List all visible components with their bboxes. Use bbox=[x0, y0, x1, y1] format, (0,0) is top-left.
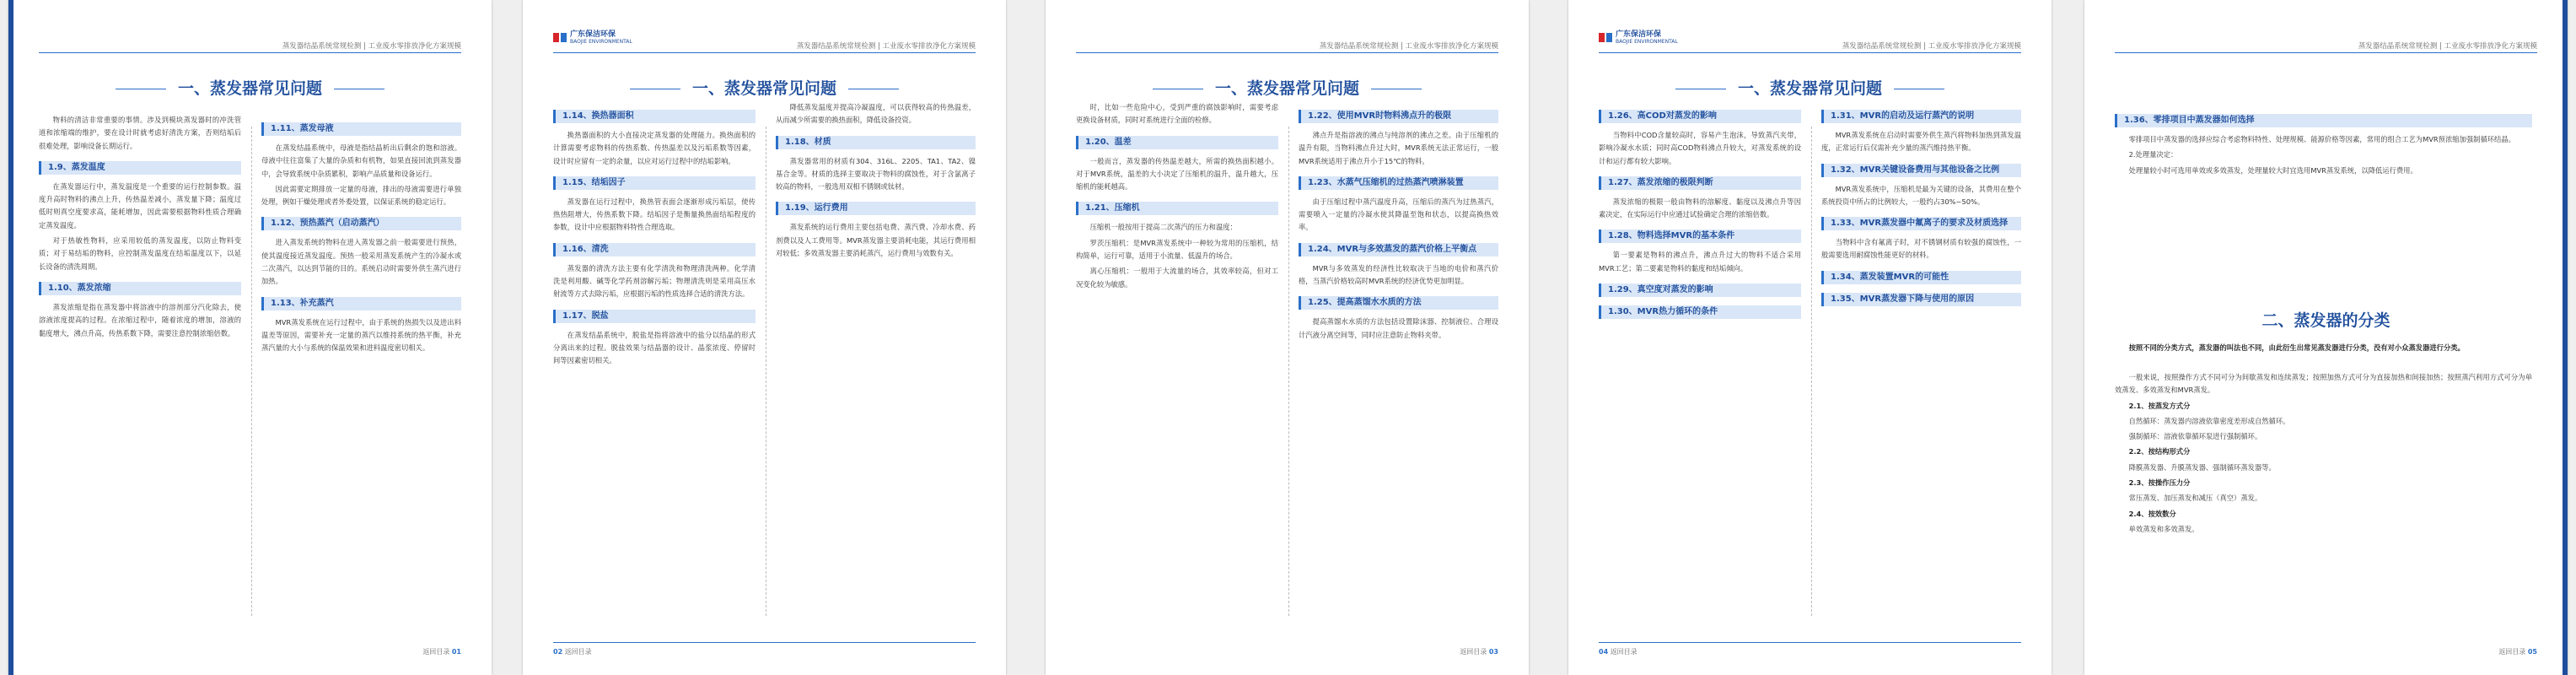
brand-logo: 广东保洁环保 BAOJIE ENVIRONMENTAL bbox=[553, 30, 632, 45]
page-edge-bar bbox=[2563, 0, 2568, 675]
subsection-heading: 1.34、蒸发装置MVR的可能性 bbox=[1821, 271, 2021, 284]
text-column-left bbox=[39, 114, 241, 343]
paragraph: 常压蒸发、加压蒸发和减压（真空）蒸发。 bbox=[2128, 494, 2262, 503]
paragraph: 处理量较小时可选用单效或多效蒸发，处理量较大时宜选用MVR蒸发系统，以降低运行费用。 bbox=[2128, 165, 2417, 175]
page-number: 05 bbox=[2527, 648, 2537, 656]
page-footer[interactable] bbox=[1599, 647, 1638, 656]
column-divider bbox=[1288, 127, 1289, 616]
section2-intro: 按照不同的分类方式，蒸发器的叫法也不同，由此衍生出常见蒸发器进行分类，没有对小众蒸发器进行分类。 bbox=[2128, 343, 2465, 352]
paragraph: 蒸发器在运行过程中，换热管表面会逐渐形成污垢层，使传热热阻增大，传热系数下降。结垢因子是衡量换热面结垢程度的参数，设计中应根据物料特性合理选取。 bbox=[553, 197, 756, 232]
paragraph: 蒸发系统的运行费用主要包括电费、蒸汽费、冷却水费、药剂费以及人工费用等。MVR蒸发器主要消耗电能，其运行费用相对较低；多效蒸发器主要消耗蒸汽，运行费用与效数有关。 bbox=[776, 223, 976, 258]
subsection-heading: 1.12、预热蒸汽（启动蒸汽） bbox=[261, 217, 461, 230]
subsection-heading: 1.29、真空度对蒸发的影响 bbox=[1599, 284, 1801, 297]
text-column-left bbox=[553, 101, 756, 370]
paragraph: MVR蒸发系统在启动时需要外供生蒸汽将物料加热到蒸发温度，正常运行后仅需补充少量的蒸汽维持热平衡。 bbox=[1821, 131, 2021, 153]
text-column-right bbox=[776, 101, 976, 262]
text-column-right bbox=[261, 114, 461, 358]
subsection-heading: 1.11、蒸发母液 bbox=[261, 122, 461, 136]
subsection-heading: 1.20、温差 bbox=[1076, 136, 1278, 149]
header-rule bbox=[39, 52, 461, 53]
subsection-heading: 1.25、提高蒸馏水水质的方法 bbox=[1299, 296, 1498, 310]
subsection-heading: 1.18、材质 bbox=[776, 136, 976, 149]
page-header-text: 蒸发器结晶系统常规检测 | 工业废水零排放净化方案规模 bbox=[1842, 42, 2021, 51]
page-number: 03 bbox=[1488, 648, 1498, 656]
paragraph: 蒸发器的清洗方法主要有化学清洗和物理清洗两种。化学清洗是利用酸、碱等化学药剂溶解污垢；物理清洗则是采用高压水射流等方式去除污垢，应根据污垢的性质选择合适的清洗方法。 bbox=[553, 263, 756, 299]
paragraph: 离心压缩机：一般用于大流量的场合，其效率较高，但对工况变化较为敏感。 bbox=[1076, 267, 1278, 289]
text-column-left bbox=[1599, 101, 1801, 325]
page-number: 02 bbox=[553, 648, 563, 656]
text-column-left bbox=[1076, 101, 1278, 294]
subsection-heading: 1.35、MVR蒸发器下降与使用的原因 bbox=[1821, 293, 2021, 306]
paragraph: 提高蒸馏水水质的方法包括设置除沫器、控制液位、合理设计汽液分离空间等，同时应注意防止物料夹带。 bbox=[1299, 317, 1498, 339]
subsection-heading: 1.33、MVR蒸发器中氟离子的要求及材质选择 bbox=[1821, 217, 2021, 230]
subsection-heading: 1.17、脱盐 bbox=[553, 310, 756, 323]
page-footer[interactable] bbox=[553, 647, 592, 656]
paragraph: MVR蒸发系统在运行过程中，由于系统的热损失以及进出料温差等原因，需要补充一定量的蒸汽以维持系统的热平衡，补充蒸汽量的大小与系统的保温效果和进料温度密切相关。 bbox=[261, 317, 461, 353]
subsection-heading: 1.27、蒸发浓缩的极限判断 bbox=[1599, 176, 1801, 190]
paragraph: MVR与多效蒸发的经济性比较取决于当地的电价和蒸汽价格，当蒸汽价格较高时MVR系统的经济优势更加明显。 bbox=[1299, 263, 1498, 286]
paragraph: 单效蒸发和多效蒸发。 bbox=[2128, 524, 2199, 533]
paragraph: 罗茨压缩机：是MVR蒸发系统中一种较为常用的压缩机，结构简单，运行可靠，适用于小流量、低温升的场合。 bbox=[1076, 238, 1278, 261]
paragraph: 蒸发浓缩的极限一般由物料的溶解度、黏度以及沸点升等因素决定，在实际运行中应通过试验确定合理的浓缩倍数。 bbox=[1599, 197, 1801, 219]
column-divider bbox=[1811, 127, 1812, 616]
subsection-heading: 1.15、结垢因子 bbox=[553, 176, 756, 190]
document-page-5 bbox=[2084, 0, 2568, 675]
back-to-toc-link[interactable]: 返回目录 bbox=[2498, 648, 2526, 656]
page-header-text: 蒸发器结晶系统常规检测 | 工业废水零排放净化方案规模 bbox=[796, 42, 976, 51]
page-edge-bar bbox=[8, 0, 13, 675]
subsection-heading: 2.3、按操作压力分 bbox=[2128, 478, 2191, 488]
section-title: 一、蒸发器常见问题 bbox=[1568, 76, 2052, 99]
subsection-heading: 1.16、清洗 bbox=[553, 243, 756, 256]
subsection-heading: 1.30、MVR热力循环的条件 bbox=[1599, 305, 1801, 319]
section-title: 一、蒸发器常见问题 bbox=[523, 76, 1006, 99]
subsection-heading: 1.32、MVR关键设备费用与其他设备之比例 bbox=[1821, 164, 2021, 177]
paragraph: 一般而言，蒸发器的传热温差越大，所需的换热面积越小。对于MVR系统，温差的大小决定了压缩机的温升，温升越大，压缩机的能耗越高。 bbox=[1076, 156, 1278, 192]
subsection-heading: 2.2、按结构形式分 bbox=[2128, 447, 2191, 456]
back-to-toc-link[interactable]: 返回目录 bbox=[422, 648, 450, 656]
section-title: 一、蒸发器常见问题 bbox=[1046, 76, 1529, 99]
logo-icon bbox=[553, 33, 567, 42]
paragraph: 压缩机一般按用于提高二次蒸汽的压力和温度： bbox=[1089, 223, 1237, 232]
header-rule bbox=[1076, 52, 1498, 53]
logo-icon bbox=[1599, 33, 1612, 42]
section2-body bbox=[2115, 371, 2532, 538]
paragraph: 沸点升是指溶液的沸点与纯溶剂的沸点之差。由于压缩机的温升有限，当物料沸点升过大时，MVR系统无法正常运行，一般MVR系统适用于沸点升小于15℃的物料。 bbox=[1299, 131, 1498, 165]
paragraph: 强制循环：溶液依靠循环泵进行强制循环。 bbox=[2128, 432, 2262, 441]
section-title-2: 二、蒸发器的分类 bbox=[2261, 311, 2390, 330]
subsection-heading: 1.9、蒸发温度 bbox=[39, 161, 241, 175]
paragraph: 在蒸发结晶系统中，脱盐是指将溶液中的盐分以结晶的形式分离出来的过程。脱盐效果与结晶器的设计、晶浆浓度、停留时间等因素密切相关。 bbox=[553, 330, 756, 365]
subsection-heading: 1.24、MVR与多效蒸发的蒸汽价格上平衡点 bbox=[1299, 243, 1498, 256]
subsection-heading: 2.1、按蒸发方式分 bbox=[2128, 401, 2191, 410]
paragraph: MVR蒸发系统中，压缩机是最为关键的设备，其费用在整个系统投资中所占的比例较大，一般约占30%~50%。 bbox=[1821, 184, 2021, 206]
paragraph: 因此需要定期排放一定量的母液，排出的母液需要进行单独处理，例如干燥处理或者外委处置，以保证系统的稳定运行。 bbox=[261, 184, 461, 207]
footer-rule bbox=[553, 642, 976, 643]
back-to-toc-link[interactable]: 返回目录 bbox=[564, 648, 592, 656]
header-rule bbox=[2115, 52, 2537, 53]
text-column-right bbox=[1821, 101, 2021, 312]
page-header-text: 蒸发器结晶系统常规检测 | 工业废水零排放净化方案规模 bbox=[282, 42, 461, 51]
page-header-text: 蒸发器结晶系统常规检测 | 工业废水零排放净化方案规模 bbox=[2358, 42, 2537, 51]
paragraph: 对于热敏性物料，应采用较低的蒸发温度，以防止物料变质；对于易结垢的物料，应控制蒸发温度在结垢温度以下，以延长设备的清洗周期。 bbox=[39, 236, 241, 271]
back-to-toc-link[interactable]: 返回目录 bbox=[1610, 648, 1638, 656]
paragraph: 第一要素是物料的沸点升，沸点升过大的物料不适合采用MVR工艺；第二要素是物料的黏度和结垢倾向。 bbox=[1599, 251, 1801, 273]
paragraph: 在蒸发器运行中，蒸发温度是一个重要的运行控制参数。温度升高时物料的沸点上升，传热温差减小，蒸发量下降；温度过低时则真空度要求高，能耗增加，因此需要根据物料性质合理确定蒸发温度。 bbox=[39, 181, 241, 230]
text-column-right bbox=[1299, 101, 1498, 344]
subsection-heading: 1.19、运行费用 bbox=[776, 202, 976, 215]
paragraph: 当物料中COD含量较高时，容易产生泡沫，导致蒸汽夹带，影响冷凝水水质；同时高COD物料沸点升较大，对蒸发系统的设计和运行都有较大影响。 bbox=[1599, 131, 1801, 165]
subsection-heading: 1.10、蒸发浓缩 bbox=[39, 282, 241, 295]
section-title: 一、蒸发器常见问题 bbox=[8, 76, 492, 99]
page-footer[interactable] bbox=[422, 647, 461, 656]
paragraph: 自然循环：蒸发器内溶液依靠密度差形成自然循环。 bbox=[2128, 416, 2290, 425]
column-divider bbox=[251, 127, 252, 616]
subsection-heading: 1.21、压缩机 bbox=[1076, 202, 1278, 215]
paragraph: 进入蒸发系统的物料在进入蒸发器之前一般需要进行预热，使其温度接近蒸发温度。预热一般采用蒸发系统产生的冷凝水或二次蒸汽，以达到节能的目的。系统启动时需要外供生蒸汽进行加热。 bbox=[261, 238, 461, 286]
subsection-heading: 1.36、零排项目中蒸发器如何选择 bbox=[2115, 114, 2532, 127]
header-rule bbox=[553, 52, 976, 53]
brand-logo: 广东保洁环保 BAOJIE ENVIRONMENTAL bbox=[1599, 30, 1678, 45]
paragraph: 蒸发浓缩是指在蒸发器中将溶液中的溶剂部分汽化除去，使溶液浓度提高的过程。在浓缩过程中，随着浓度的增加，溶液的黏度增大，沸点升高，传热系数下降，需要注意控制浓缩倍数。 bbox=[39, 302, 241, 338]
back-to-toc-link[interactable]: 返回目录 bbox=[1460, 648, 1487, 656]
paragraph: 零排项目中蒸发器的选择应综合考虑物料特性、处理规模、能源价格等因素，常用的组合工艺为MVR预浓缩加强制循环结晶。 bbox=[2128, 135, 2515, 143]
paragraph: 一般来说，按照操作方式不同可分为间歇蒸发和连续蒸发；按照加热方式可分为直接加热和间接加热；按照蒸汽利用方式可分为单效蒸发、多效蒸发和MVR蒸发。 bbox=[2115, 373, 2532, 395]
paragraph: 时，比如一些危险中心，受到严重的腐蚀影响时，需要考虑更换设备材质，同时对系统进行全面的检修。 bbox=[1076, 103, 1278, 125]
page-footer[interactable] bbox=[2498, 647, 2537, 656]
page-footer[interactable] bbox=[1460, 647, 1498, 656]
subsection-heading: 1.23、水蒸气压缩机的过热蒸汽喷淋装置 bbox=[1299, 176, 1498, 190]
paragraph: 换热器面积的大小直接决定蒸发器的处理能力。换热面积的计算需要考虑物料的传热系数、传热温差以及污垢系数等因素，设计时应留有一定的余量，以应对运行过程中的结垢影响。 bbox=[553, 131, 756, 165]
paragraph: 在蒸发结晶系统中，母液是指结晶析出后剩余的饱和溶液。母液中往往富集了大量的杂质和有机物，如果直接回流到蒸发器中，会导致系统中杂质累积，影响产品质量和设备运行。 bbox=[261, 143, 461, 178]
document-page-1 bbox=[8, 0, 492, 675]
paragraph: 由于压缩过程中蒸汽温度升高，压缩后的蒸汽为过热蒸汽，需要喷入一定量的冷凝水使其降温至饱和状态，以提高换热效率。 bbox=[1299, 197, 1498, 232]
subsection-heading: 1.13、补充蒸汽 bbox=[261, 297, 461, 310]
subsection-heading: 1.22、使用MVR时物料沸点升的极限 bbox=[1299, 110, 1498, 123]
subsection-heading: 1.28、物料选择MVR的基本条件 bbox=[1599, 230, 1801, 243]
page-header-text: 蒸发器结晶系统常规检测 | 工业废水零排放净化方案规模 bbox=[1319, 42, 1498, 51]
subsection-heading: 1.31、MVR的启动及运行蒸汽的说明 bbox=[1821, 110, 2021, 123]
paragraph: 降膜蒸发器、升膜蒸发器、强制循环蒸发器等。 bbox=[2128, 462, 2276, 472]
paragraph: 当物料中含有氟离子时，对不锈钢材质有较强的腐蚀性，一般需要选用耐腐蚀性能更好的材料。 bbox=[1821, 238, 2021, 260]
text-column-full bbox=[2115, 105, 2532, 180]
footer-rule bbox=[1599, 642, 2021, 643]
subsection-heading: 1.26、高COD对蒸发的影响 bbox=[1599, 110, 1801, 123]
page-number: 01 bbox=[451, 648, 461, 656]
subsection-heading: 2.4、按效数分 bbox=[2128, 509, 2176, 518]
header-rule bbox=[1599, 52, 2021, 53]
paragraph: 物料的清洁非常重要的事情。涉及到模块蒸发器时的冲洗管道和浓缩端的维护，要在设计时就考虑好清洗方案，否则结垢后很难处理，影响设备长期运行。 bbox=[39, 116, 241, 150]
paragraph: 降低蒸发温度并提高冷凝温度，可以获得较高的传热温差，从而减少所需要的换热面积，降低设备投资。 bbox=[776, 103, 976, 125]
document-page-3 bbox=[1046, 0, 1529, 675]
page-number: 04 bbox=[1599, 648, 1609, 656]
paragraph: 2.处理量决定： bbox=[2128, 150, 2178, 159]
document-page-2 bbox=[523, 0, 1006, 675]
subsection-heading: 1.14、换热器面积 bbox=[553, 110, 756, 123]
paragraph: 蒸发器常用的材质有304、316L、2205、TA1、TA2、镍基合金等。材质的选择主要取决于物料的腐蚀性，对于含氯离子较高的物料，一般选用双相不锈钢或钛材。 bbox=[776, 156, 976, 192]
document-page-4 bbox=[1568, 0, 2052, 675]
